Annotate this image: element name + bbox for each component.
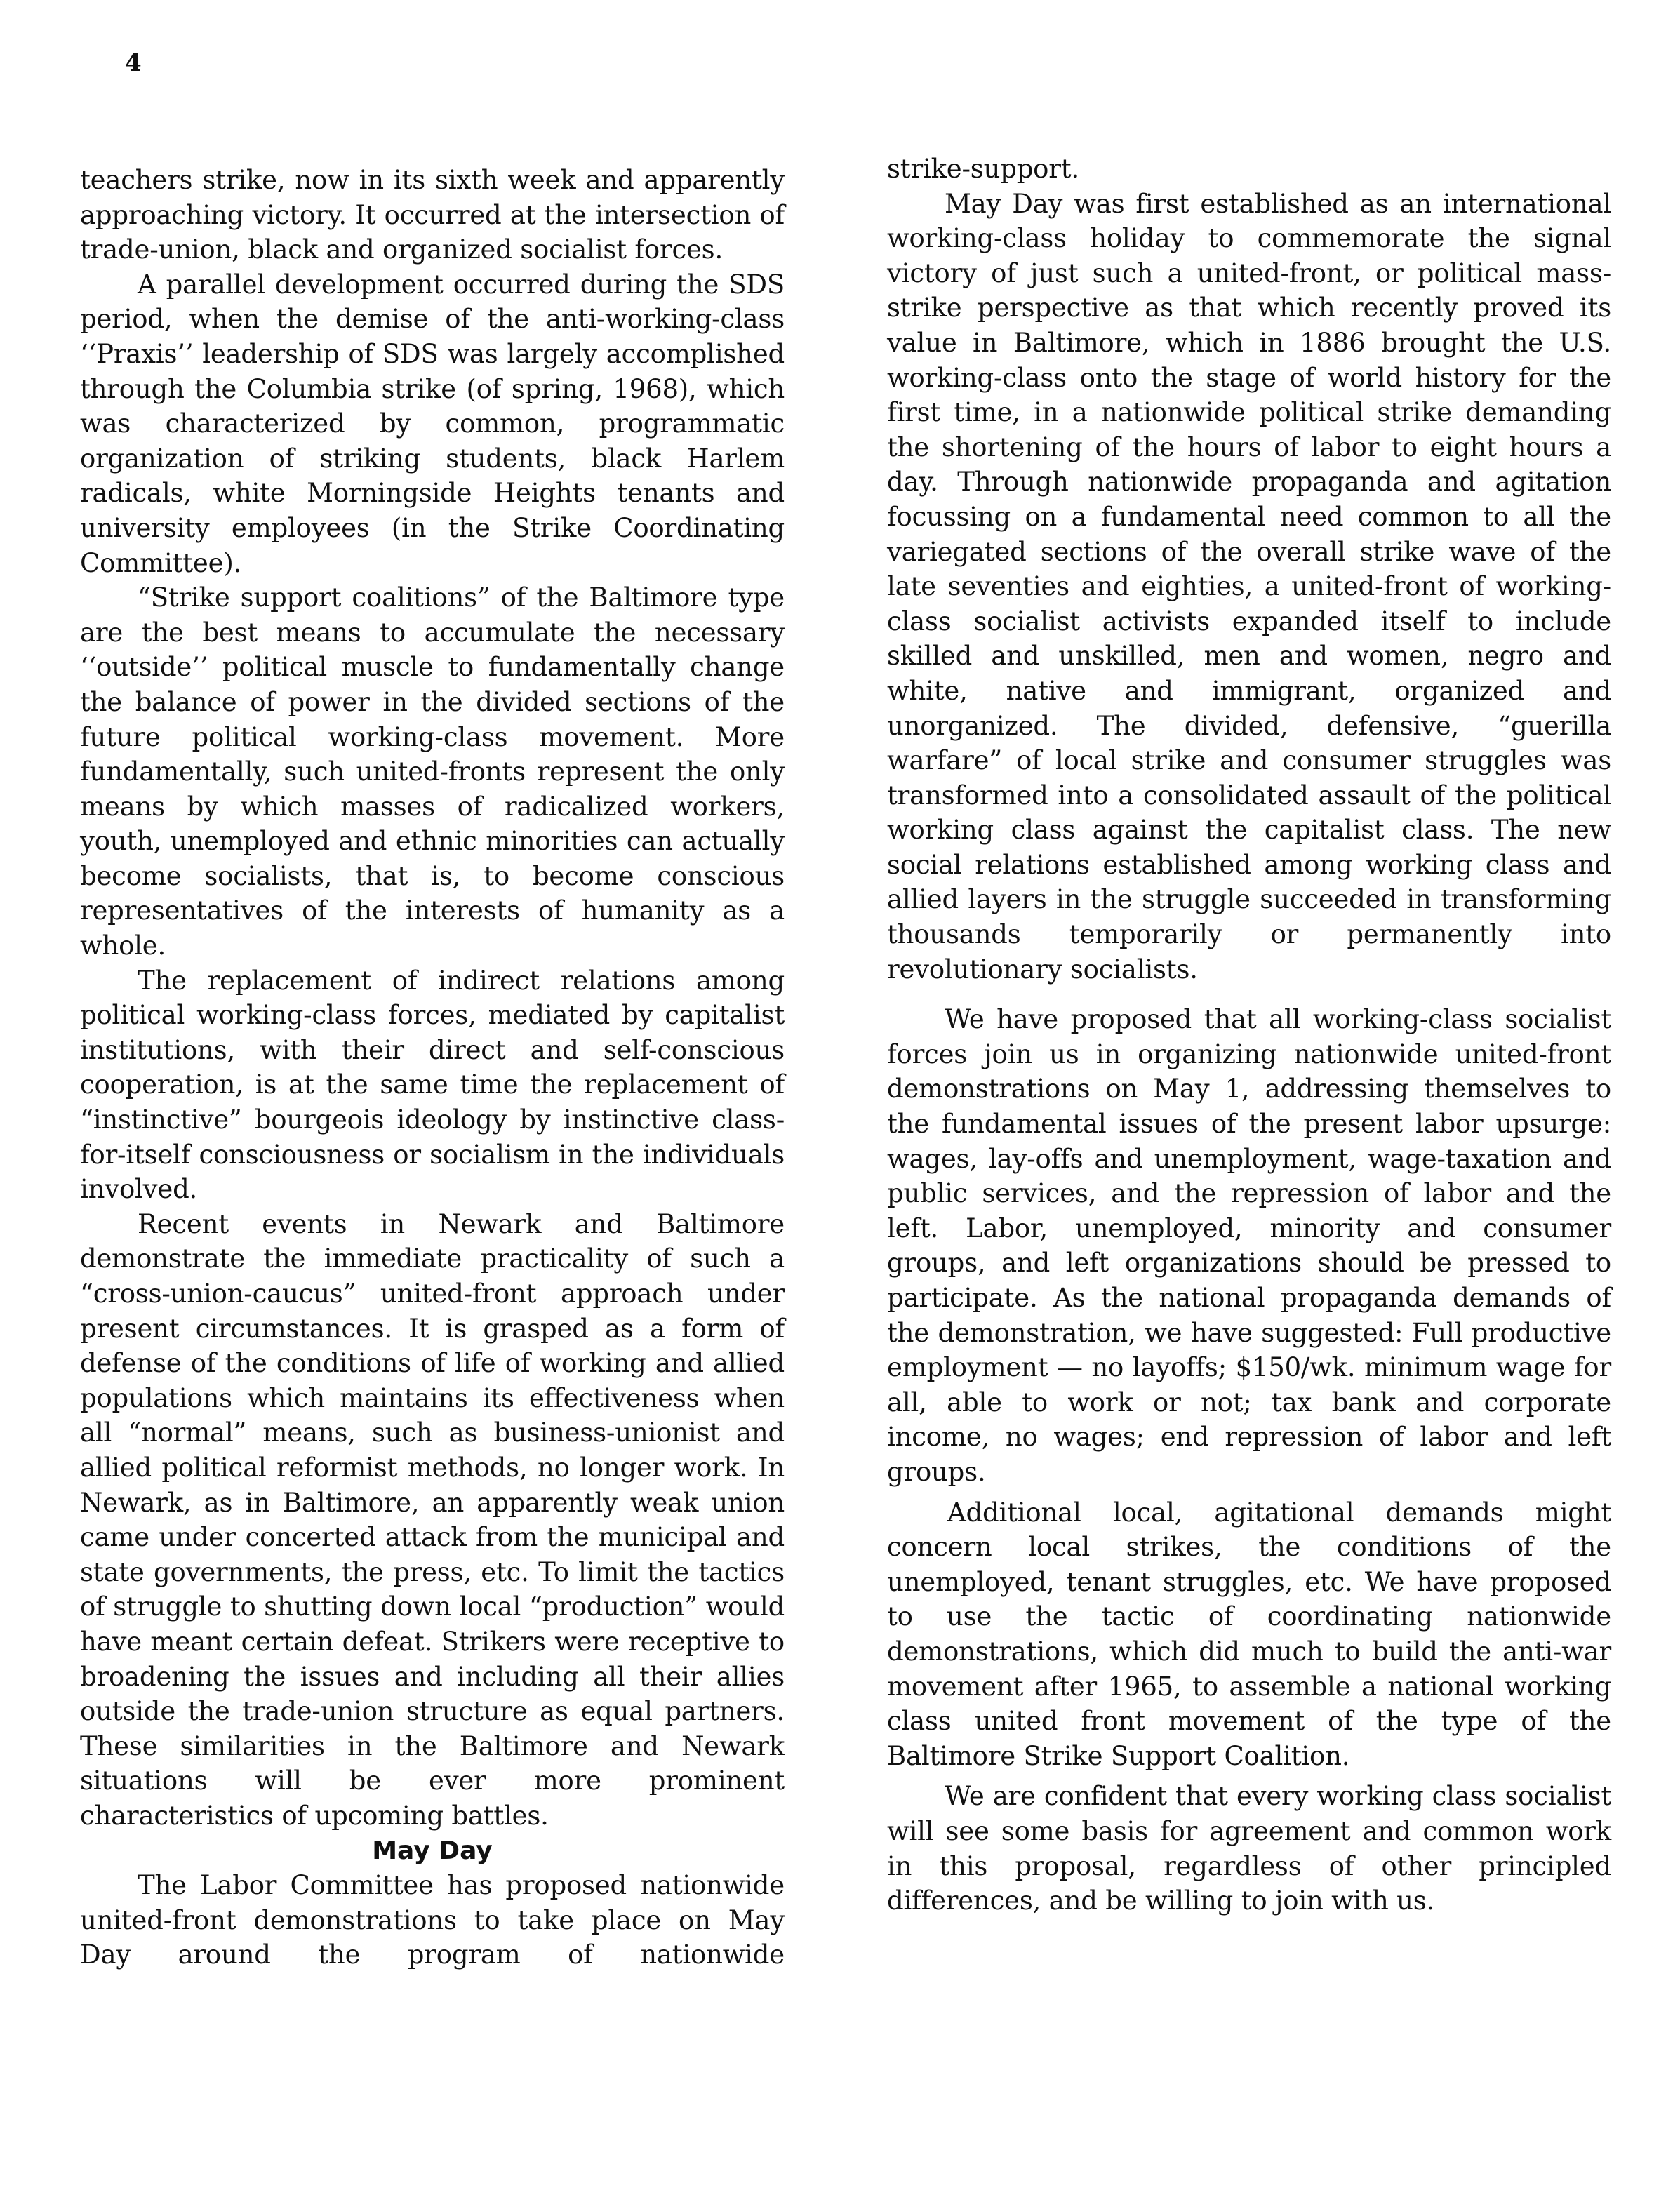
paragraph-strike-support-coalitions: “Strike support coalitions” of the Baltimore type are the best means to accumulate the necessary ‘‘outside’’ political muscle to fundamentally change the balance of power in the divided sections of the future political working-class movement. More fundamentally, such united-fronts represent the only means by which masses of radicalized workers, youth, unemployed and ethnic minorities can actually become socialists, that is, to become conscious representatives of the interests of humanity as a whole. <box>80 582 785 961</box>
section-heading-may-day: May Day <box>372 1836 493 1865</box>
right-column <box>887 152 1611 1919</box>
paragraph-may-day-history: May Day was first established as an international working-class holiday to commemorate the signal victory of just such a united-front, or political mass-strike perspective as that which recently proved its value in Baltimore, which in 1886 brought the U.S. working-class onto the stage of world history for the first time, in a nationwide political strike demanding the shortening of the hours of labor to eight hours a day. Through nationwide propaganda and agitation focussing on a fundamental need common to all the variegated sections of the overall strike wave of the late seventies and eighties, a united-front of working-class socialist activists expanded itself to include skilled and unskilled, men and women, negro and white, native and immigrant, organized and unorganized. The divided, defensive, “guerilla warfare” of local strike and consumer struggles was transformed into a consolidated assault of the political working class against the capitalist class. The new social relations established among working class and allied layers in the struggle succeeded in transforming thousands temporarily or permanently into revolutionary socialists. <box>887 188 1611 985</box>
left-column <box>80 163 785 1973</box>
paragraph-additional-demands: Additional local, agitational demands might concern local strikes, the conditions of the unemployed, tenant struggles, etc. We have proposed to use the tactic of coordinating nationwide demonstrations, which did much to build the anti-war movement after 1965, to assemble a national working class united front movement of the type of the Baltimore Strike Support Coalition. <box>887 1497 1611 1771</box>
paragraph-confidence-closing: We are confident that every working class socialist will see some basis for agreement and common work in this proposal, regardless of other principled differences, and be willing to join with us. <box>887 1781 1611 1916</box>
paragraph-sds-parallel: A parallel development occurred during the SDS period, when the demise of the anti-working-class ‘‘Praxis’’ leadership of SDS was largely accomplished through the Columbia strike (of spring, 1968), which was characterized by common, programmatic organization of striking students, black Harlem radicals, white Morningside Heights tenants and university employees (in the Strike Coordinating Committee). <box>80 269 785 578</box>
paragraph-labor-committee-proposal: The Labor Committee has proposed nationwide united-front demonstrations to take place on May Day around the program of nationwide <box>80 1870 785 1970</box>
paragraph-strike-support-continued: strike-support. <box>887 154 1079 184</box>
paragraph-proposed-demonstrations: We have proposed that all working-class socialist forces join us in organizing nationwide united-front demonstrations on May 1, addressing themselves to the fundamental issues of the present labor upsurge: wages, lay-offs and unemployment, wage-taxation and public services, and the repression of labor and the left. Labor, unemployed, minority and consumer groups, and left organizations should be pressed to participate. As the national propaganda demands of the demonstration, we have suggested: Full productive employment — no layoffs; $150/wk. minimum wage for all, able to work or not; tax bank and corporate income, no wages; end repression of labor and left groups. <box>887 1004 1611 1487</box>
paragraph-teachers-strike: teachers strike, now in its sixth week and apparently approaching victory. It occurred at the intersection of trade-union, black and organized socialist forces. <box>80 165 785 265</box>
paragraph-newark-baltimore: Recent events in Newark and Baltimore demonstrate the immediate practicality of such a “cross-union-caucus” united-front approach under present circumstances. It is grasped as a form of defense of the conditions of life of working and allied populations which maintains its effectiveness when all “normal” means, such as business-unionist and allied political reformist methods, no longer work. In Newark, as in Baltimore, an apparently weak union came under concerted attack from the municipal and state governments, the press, etc. To limit the tactics of struggle to shutting down local “production” would have meant certain defeat. Strikers were receptive to broadening the issues and including all their allies outside the trade-union structure as equal partners. These similarities in the Baltimore and Newark situations will be ever more prominent characteristics of upcoming battles. <box>80 1208 785 1831</box>
page-number: 4 <box>125 49 142 77</box>
paragraph-replacement-of-relations: The replacement of indirect relations among political working-class forces, mediated by capitalist institutions, with their direct and self-conscious cooperation, is at the same time the replacement of “instinctive” bourgeois ideology by instinctive class-for-itself consciousness or socialism in the individuals involved. <box>80 965 785 1205</box>
